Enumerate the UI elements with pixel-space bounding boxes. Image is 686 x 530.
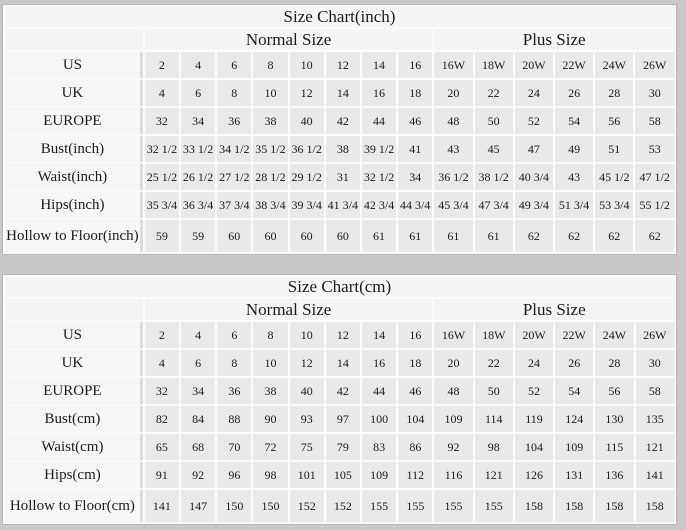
size-value-cell: 22W [555, 52, 593, 78]
row-label: EUROPE [5, 378, 143, 404]
size-value-cell: 121 [475, 462, 513, 488]
size-value-cell: 82 [145, 406, 179, 432]
row-label: Waist(cm) [5, 434, 143, 460]
size-value-cell: 121 [636, 434, 674, 460]
size-value-cell: 51 3/4 [555, 192, 593, 218]
size-value-cell: 155 [398, 490, 432, 522]
size-value-cell: 26 [555, 80, 593, 106]
size-value-cell: 92 [181, 462, 215, 488]
column-group-plus-size: Plus Size [434, 299, 674, 320]
size-value-cell: 61 [434, 220, 472, 252]
row-label: Bust(inch) [5, 136, 143, 162]
size-value-cell: 100 [362, 406, 396, 432]
table-row [5, 434, 674, 460]
size-value-cell: 59 [145, 220, 179, 252]
size-value-cell: 35 1/2 [253, 136, 287, 162]
size-value-cell: 6 [181, 350, 215, 376]
size-value-cell: 158 [595, 490, 633, 522]
size-value-cell: 72 [253, 434, 287, 460]
size-value-cell: 62 [555, 220, 593, 252]
row-label: Waist(inch) [5, 164, 143, 190]
size-value-cell: 34 [181, 378, 215, 404]
size-value-cell: 53 [635, 136, 674, 162]
size-value-cell: 41 3/4 [326, 192, 360, 218]
size-value-cell: 116 [434, 462, 472, 488]
size-value-cell: 47 1/2 [635, 164, 674, 190]
size-value-cell: 6 [181, 80, 215, 106]
row-label: UK [5, 80, 143, 106]
size-value-cell: 39 3/4 [290, 192, 324, 218]
size-value-cell: 135 [636, 406, 674, 432]
size-value-cell: 32 [145, 378, 179, 404]
size-value-cell: 47 3/4 [475, 192, 513, 218]
size-value-cell: 158 [555, 490, 593, 522]
size-value-cell: 90 [253, 406, 287, 432]
table-row [5, 490, 674, 522]
size-value-cell: 50 [475, 378, 513, 404]
size-value-cell: 91 [145, 462, 179, 488]
size-value-cell: 4 [181, 322, 215, 348]
size-value-cell: 38 [253, 108, 287, 134]
size-value-cell: 131 [555, 462, 593, 488]
size-value-cell: 18 [398, 80, 432, 106]
corner-cell [5, 29, 143, 50]
table-title: Size Chart(cm) [5, 277, 674, 297]
size-value-cell: 26W [636, 322, 674, 348]
size-value-cell: 84 [181, 406, 215, 432]
size-value-cell: 55 1/2 [635, 192, 674, 218]
size-value-cell: 16 [362, 80, 396, 106]
size-value-cell: 32 1/2 [145, 136, 179, 162]
size-value-cell: 38 3/4 [253, 192, 287, 218]
size-value-cell: 62 [595, 220, 633, 252]
size-value-cell: 8 [253, 322, 287, 348]
size-value-cell: 152 [326, 490, 360, 522]
size-value-cell: 152 [290, 490, 324, 522]
size-value-cell: 25 1/2 [145, 164, 179, 190]
column-group-row [5, 299, 674, 320]
size-value-cell: 61 [475, 220, 513, 252]
size-value-cell: 109 [555, 434, 593, 460]
size-value-cell: 98 [253, 462, 287, 488]
size-value-cell: 56 [595, 108, 633, 134]
size-value-cell: 32 [145, 108, 179, 134]
size-value-cell: 104 [398, 406, 432, 432]
row-label: Bust(cm) [5, 406, 143, 432]
size-value-cell: 141 [145, 490, 179, 522]
corner-cell [5, 299, 143, 320]
size-value-cell: 16W [434, 52, 472, 78]
size-value-cell: 141 [636, 462, 674, 488]
size-value-cell: 12 [326, 322, 360, 348]
row-label: Hips(inch) [5, 192, 143, 218]
table-row [5, 462, 674, 488]
size-value-cell: 97 [326, 406, 360, 432]
row-label: Hollow to Floor(cm) [5, 490, 143, 522]
size-value-cell: 4 [181, 52, 215, 78]
size-value-cell: 34 1/2 [217, 136, 251, 162]
size-value-cell: 36 1/2 [434, 164, 472, 190]
size-value-cell: 20 [434, 80, 472, 106]
size-value-cell: 61 [362, 220, 396, 252]
size-value-cell: 42 [326, 378, 360, 404]
size-value-cell: 28 1/2 [253, 164, 287, 190]
size-value-cell: 104 [515, 434, 553, 460]
size-value-cell: 130 [595, 406, 633, 432]
size-value-cell: 36 1/2 [290, 136, 324, 162]
column-group-normal-size: Normal Size [145, 29, 433, 50]
size-value-cell: 14 [362, 322, 396, 348]
size-value-cell: 26 [555, 350, 593, 376]
size-value-cell: 29 1/2 [290, 164, 324, 190]
size-value-cell: 44 [362, 108, 396, 134]
size-value-cell: 16 [398, 322, 432, 348]
size-value-cell: 10 [290, 322, 324, 348]
size-value-cell: 37 3/4 [217, 192, 251, 218]
size-value-cell: 75 [290, 434, 324, 460]
size-value-cell: 112 [398, 462, 432, 488]
size-value-cell: 147 [181, 490, 215, 522]
size-value-cell: 109 [434, 406, 472, 432]
size-value-cell: 36 3/4 [181, 192, 215, 218]
size-value-cell: 115 [595, 434, 633, 460]
size-value-cell: 43 [555, 164, 593, 190]
size-value-cell: 40 [290, 108, 324, 134]
size-value-cell: 4 [145, 350, 179, 376]
size-value-cell: 22W [555, 322, 593, 348]
size-value-cell: 42 [326, 108, 360, 134]
size-value-cell: 24W [595, 322, 633, 348]
size-value-cell: 49 [555, 136, 593, 162]
size-value-cell: 96 [217, 462, 251, 488]
size-value-cell: 88 [217, 406, 251, 432]
size-value-cell: 48 [434, 378, 472, 404]
size-value-cell: 45 [475, 136, 513, 162]
size-value-cell: 50 [475, 108, 513, 134]
size-value-cell: 6 [217, 52, 251, 78]
size-value-cell: 126 [515, 462, 553, 488]
size-value-cell: 20W [515, 322, 553, 348]
size-value-cell: 158 [636, 490, 674, 522]
size-value-cell: 10 [290, 52, 324, 78]
size-value-cell: 10 [253, 80, 287, 106]
size-value-cell: 51 [595, 136, 633, 162]
size-value-cell: 86 [398, 434, 432, 460]
size-value-cell: 124 [555, 406, 593, 432]
size-value-cell: 58 [635, 108, 674, 134]
size-value-cell: 70 [217, 434, 251, 460]
size-value-cell: 58 [636, 378, 674, 404]
table-row [5, 136, 674, 162]
row-label: Hips(cm) [5, 462, 143, 488]
size-value-cell: 150 [217, 490, 251, 522]
size-value-cell: 16 [362, 350, 396, 376]
size-value-cell: 38 [326, 136, 360, 162]
size-value-cell: 35 3/4 [145, 192, 179, 218]
size-value-cell: 105 [326, 462, 360, 488]
size-value-cell: 119 [515, 406, 553, 432]
size-value-cell: 54 [555, 108, 593, 134]
size-value-cell: 28 [595, 350, 633, 376]
size-value-cell: 40 3/4 [515, 164, 553, 190]
size-value-cell: 8 [217, 350, 251, 376]
size-value-cell: 61 [398, 220, 432, 252]
column-group-normal-size: Normal Size [145, 299, 433, 320]
size-value-cell: 42 3/4 [362, 192, 396, 218]
size-value-cell: 30 [636, 350, 674, 376]
size-value-cell: 27 1/2 [217, 164, 251, 190]
size-value-cell: 12 [290, 350, 324, 376]
size-value-cell: 18W [475, 52, 513, 78]
size-value-cell: 40 [290, 378, 324, 404]
size-value-cell: 60 [217, 220, 251, 252]
size-value-cell: 18 [398, 350, 432, 376]
column-group-plus-size: Plus Size [434, 29, 674, 50]
table-title-row [5, 7, 674, 27]
size-chart-cm-table [2, 274, 677, 525]
size-value-cell: 59 [181, 220, 215, 252]
size-value-cell: 101 [290, 462, 324, 488]
size-value-cell: 10 [253, 350, 287, 376]
size-value-cell: 46 [398, 378, 432, 404]
size-value-cell: 26 1/2 [181, 164, 215, 190]
size-value-cell: 24W [595, 52, 633, 78]
size-value-cell: 34 [398, 164, 432, 190]
size-value-cell: 43 [434, 136, 472, 162]
size-value-cell: 93 [290, 406, 324, 432]
size-value-cell: 155 [475, 490, 513, 522]
size-value-cell: 44 3/4 [398, 192, 432, 218]
size-value-cell: 6 [217, 322, 251, 348]
size-value-cell: 8 [217, 80, 251, 106]
size-value-cell: 155 [362, 490, 396, 522]
table-row [5, 406, 674, 432]
size-value-cell: 16W [434, 322, 472, 348]
size-value-cell: 14 [326, 80, 360, 106]
size-value-cell: 26W [635, 52, 674, 78]
size-value-cell: 155 [434, 490, 472, 522]
size-value-cell: 31 [326, 164, 360, 190]
size-value-cell: 14 [326, 350, 360, 376]
size-value-cell: 36 [217, 378, 251, 404]
size-value-cell: 30 [635, 80, 674, 106]
size-value-cell: 136 [595, 462, 633, 488]
size-value-cell: 98 [475, 434, 513, 460]
table-row [5, 322, 674, 348]
size-value-cell: 12 [326, 52, 360, 78]
size-value-cell: 8 [253, 52, 287, 78]
size-value-cell: 60 [290, 220, 324, 252]
table-row [5, 350, 674, 376]
size-value-cell: 22 [475, 350, 513, 376]
size-value-cell: 92 [434, 434, 472, 460]
table-title-row [5, 277, 674, 297]
size-value-cell: 38 [253, 378, 287, 404]
table-row [5, 52, 674, 78]
size-value-cell: 45 1/2 [595, 164, 633, 190]
size-value-cell: 18W [475, 322, 513, 348]
size-value-cell: 33 1/2 [181, 136, 215, 162]
size-value-cell: 38 1/2 [475, 164, 513, 190]
table-row [5, 192, 674, 218]
table-title: Size Chart(inch) [5, 7, 674, 27]
size-value-cell: 12 [290, 80, 324, 106]
row-label: EUROPE [5, 108, 143, 134]
size-value-cell: 2 [145, 322, 179, 348]
size-value-cell: 54 [555, 378, 593, 404]
row-label: US [5, 322, 143, 348]
size-value-cell: 41 [398, 136, 432, 162]
size-value-cell: 4 [145, 80, 179, 106]
size-value-cell: 20W [515, 52, 553, 78]
size-value-cell: 52 [515, 108, 553, 134]
size-value-cell: 24 [515, 350, 553, 376]
size-value-cell: 60 [326, 220, 360, 252]
size-value-cell: 68 [181, 434, 215, 460]
size-value-cell: 28 [595, 80, 633, 106]
size-value-cell: 14 [362, 52, 396, 78]
size-value-cell: 44 [362, 378, 396, 404]
column-group-row [5, 29, 674, 50]
size-value-cell: 45 3/4 [434, 192, 472, 218]
size-value-cell: 114 [475, 406, 513, 432]
row-label: US [5, 52, 143, 78]
row-label: Hollow to Floor(inch) [5, 220, 143, 252]
size-value-cell: 83 [362, 434, 396, 460]
size-value-cell: 49 3/4 [515, 192, 553, 218]
size-value-cell: 34 [181, 108, 215, 134]
size-value-cell: 62 [635, 220, 674, 252]
size-value-cell: 46 [398, 108, 432, 134]
table-row [5, 164, 674, 190]
size-value-cell: 109 [362, 462, 396, 488]
size-value-cell: 52 [515, 378, 553, 404]
size-value-cell: 62 [515, 220, 553, 252]
size-value-cell: 47 [515, 136, 553, 162]
size-value-cell: 53 3/4 [595, 192, 633, 218]
size-value-cell: 39 1/2 [362, 136, 396, 162]
size-value-cell: 22 [475, 80, 513, 106]
size-value-cell: 158 [515, 490, 553, 522]
size-chart-inch-table [2, 4, 677, 255]
size-value-cell: 16 [398, 52, 432, 78]
size-value-cell: 24 [515, 80, 553, 106]
size-value-cell: 2 [145, 52, 179, 78]
row-label: UK [5, 350, 143, 376]
size-value-cell: 79 [326, 434, 360, 460]
size-value-cell: 56 [595, 378, 633, 404]
size-value-cell: 60 [253, 220, 287, 252]
size-value-cell: 48 [434, 108, 472, 134]
table-row [5, 80, 674, 106]
table-row [5, 378, 674, 404]
table-row [5, 108, 674, 134]
size-value-cell: 20 [434, 350, 472, 376]
size-value-cell: 65 [145, 434, 179, 460]
size-value-cell: 32 1/2 [362, 164, 396, 190]
table-row [5, 220, 674, 252]
size-value-cell: 36 [217, 108, 251, 134]
size-value-cell: 150 [253, 490, 287, 522]
